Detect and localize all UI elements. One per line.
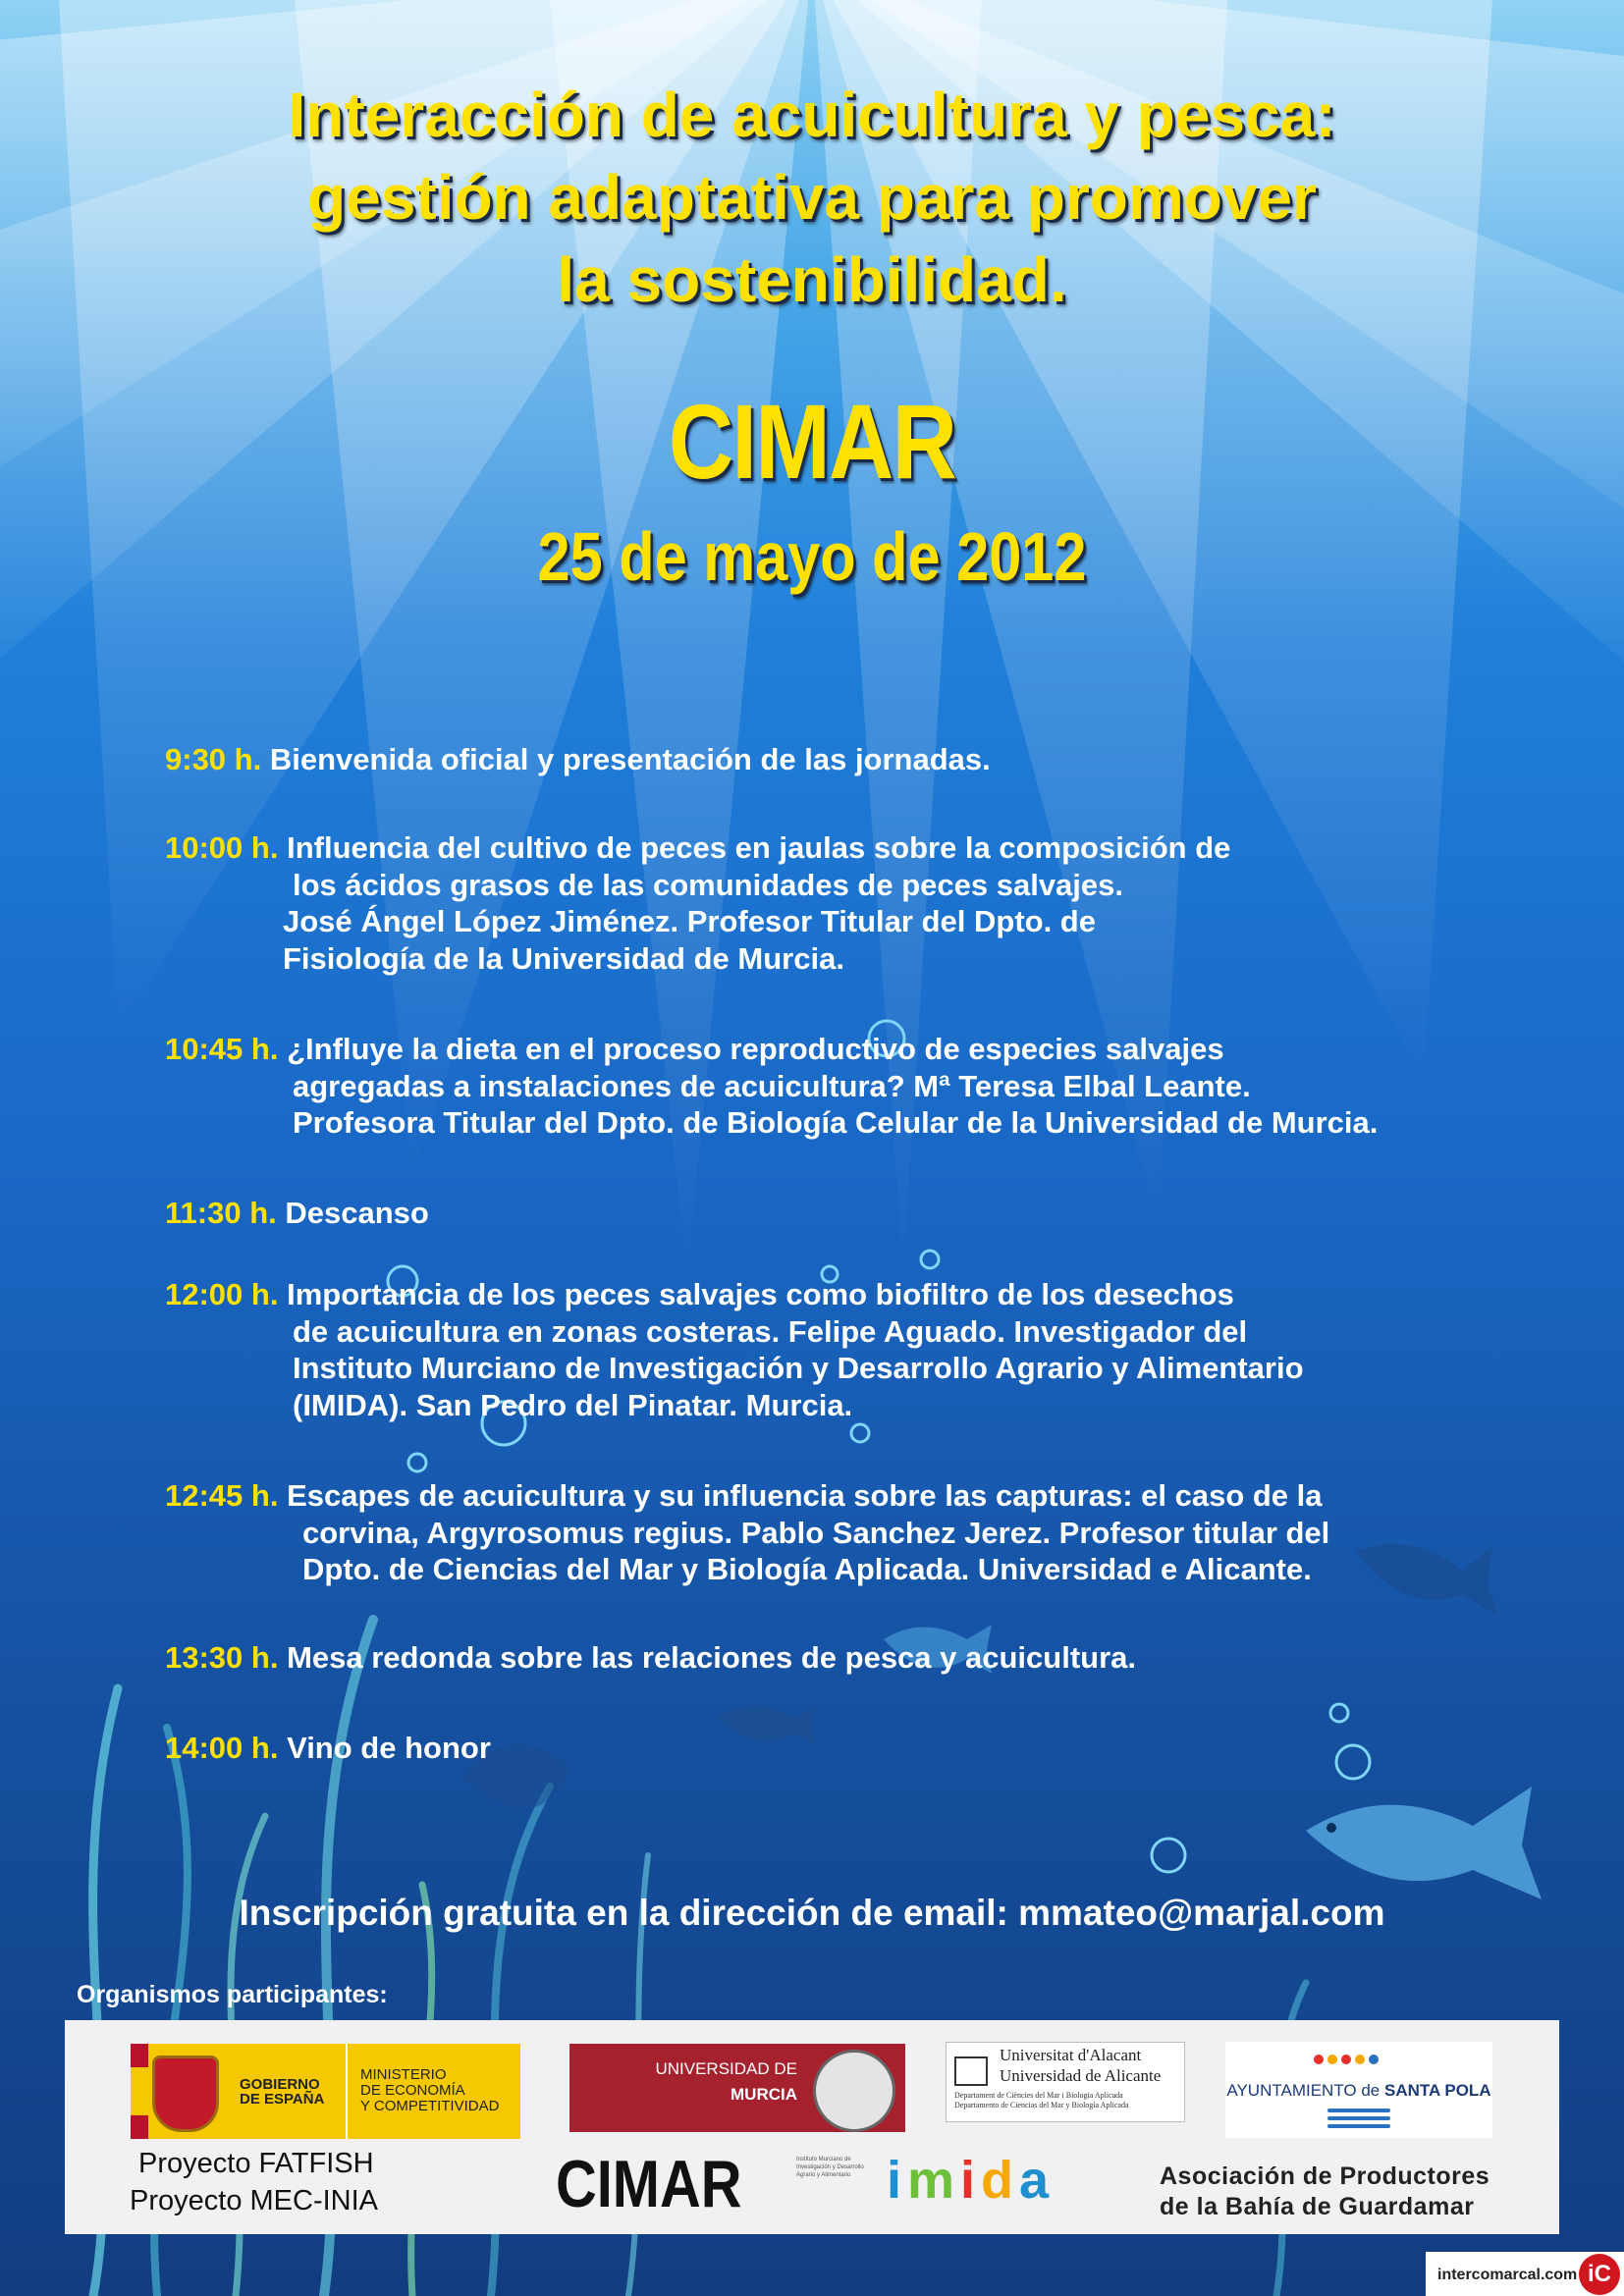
schedule-time: 10:00 h. xyxy=(165,830,279,865)
schedule-time: 14:00 h. xyxy=(165,1731,279,1765)
university-seal-icon xyxy=(813,2050,895,2132)
alicante-emblem-icon xyxy=(954,2056,988,2086)
imida-full-name: Instituto Murciano de Investigación y Desarrollo Agrario y Alimentario xyxy=(796,2157,864,2178)
coat-of-arms-icon xyxy=(152,2056,219,2132)
asociacion-line-2: de la Bahía de Guardamar xyxy=(1160,2193,1475,2220)
santa-pola-prefix: AYUNTAMIENTO de xyxy=(1226,2081,1384,2100)
spain-flag-icon xyxy=(131,2044,148,2139)
title-line-1: Interacción de acuicultura y pesca: xyxy=(288,80,1336,150)
universidad-alicante-logo xyxy=(946,2042,1185,2122)
organizations-panel xyxy=(65,2020,1559,2234)
schedule-text: corvina, Argyrosomus regius. Pablo Sanchez Jerez. Profesor titular del xyxy=(302,1515,1330,1550)
schedule-item xyxy=(165,1477,1329,1588)
schedule-item xyxy=(165,829,1230,977)
intercomarcal-watermark[interactable] xyxy=(1426,2252,1624,2296)
murcia-line-2: MURCIA xyxy=(731,2085,797,2104)
schedule-text: de acuicultura en zonas costeras. Felipe Aguado. Investigador del xyxy=(293,1313,1248,1349)
schedule-time: 13:30 h. xyxy=(165,1640,279,1675)
schedule-text: Importancia de los peces salvajes como biofiltro de los desechos xyxy=(287,1277,1234,1311)
asociacion-line-1: Asociación de Productores xyxy=(1160,2163,1490,2190)
schedule-text: Bienvenida oficial y presentación de las jornadas. xyxy=(269,742,991,776)
murcia-line-1: UNIVERSIDAD DE xyxy=(655,2059,797,2078)
schedule-text: los ácidos grasos de las comunidades de peces salvajes. xyxy=(293,867,1124,902)
asociacion-productores xyxy=(1160,2162,1489,2222)
alicante-line-1: Universitat d'Alacant xyxy=(1000,2046,1142,2064)
schedule-item xyxy=(165,1195,429,1232)
santa-pola-logo xyxy=(1225,2042,1492,2138)
alicante-line-2: Universidad de Alicante xyxy=(1000,2066,1162,2085)
schedule-text: Vino de honor xyxy=(287,1731,491,1765)
organizations-label: Organismos participantes: xyxy=(77,1981,388,2008)
watermark-text: intercomarcal.com xyxy=(1437,2267,1578,2283)
divider xyxy=(346,2044,348,2139)
title-line-3: la sostenibilidad. xyxy=(557,244,1067,315)
ministry-line-2: DE ECONOMÍA xyxy=(360,2082,465,2099)
schedule-time: 10:45 h. xyxy=(165,1032,279,1066)
imida-logo: Instituto Murciano de Investigación y Desarrollo Agrario y Alimentario imida xyxy=(796,2151,1056,2210)
schedule-text: José Ángel López Jiménez. Profesor Titular del Dpto. de xyxy=(283,904,1096,938)
schedule-time: 11:30 h. xyxy=(165,1196,277,1230)
title-line-2: gestión adaptativa para promover xyxy=(307,162,1317,233)
event-date: 25 de mayo de 2012 xyxy=(537,518,1087,595)
intercomarcal-logo-icon: iC xyxy=(1579,2254,1620,2295)
project-mec-inia: Proyecto MEC-INIA xyxy=(130,2185,378,2216)
schedule-text: Mesa redonda sobre las relaciones de pesca y acuicultura. xyxy=(287,1640,1137,1675)
schedule-text: Profesora Titular del Dpto. de Biología Celular de la Universidad de Murcia. xyxy=(293,1105,1379,1140)
alicante-line-3: Departament de Ciències del Mar i Biologia Aplicada xyxy=(954,2091,1123,2100)
schedule-text: Fisiología de la Universidad de Murcia. xyxy=(283,940,844,976)
fish-silhouettes xyxy=(461,1544,1542,1899)
gob-line-2: DE ESPAÑA xyxy=(240,2091,325,2108)
registration-info: Inscripción gratuita en la dirección de email: mmateo@marjal.com xyxy=(239,1893,1385,1933)
schedule-item xyxy=(165,1276,1304,1423)
schedule-item xyxy=(165,1639,1136,1677)
dots-icon xyxy=(1312,2052,1380,2069)
cimar-logo: CIMAR xyxy=(556,2147,742,2221)
project-fatfish: Proyecto FATFISH xyxy=(138,2148,374,2179)
schedule-text: Instituto Murciano de Investigación y Desarrollo Agrario y Alimentario xyxy=(293,1351,1304,1385)
schedule-text: ¿Influye la dieta en el proceso reproductivo de especies salvajes xyxy=(287,1032,1224,1066)
schedule-text: Influencia del cultivo de peces en jaulas sobre la composición de xyxy=(287,830,1231,865)
ministry-line-3: Y COMPETITIVIDAD xyxy=(360,2098,500,2114)
schedule-item xyxy=(165,741,991,778)
waves-icon xyxy=(1327,2109,1390,2132)
universidad-murcia-logo xyxy=(569,2044,905,2132)
schedule-item xyxy=(165,1031,1378,1142)
schedule-time: 12:45 h. xyxy=(165,1478,279,1513)
schedule-item xyxy=(165,1730,491,1767)
schedule-text: Escapes de acuicultura y su influencia sobre las capturas: el caso de la xyxy=(287,1478,1323,1513)
ministry-line-1: MINISTERIO xyxy=(360,2066,447,2083)
gob-line-1: GOBIERNO xyxy=(240,2076,320,2093)
gobierno-logo xyxy=(131,2044,520,2139)
alicante-line-4: Departamento de Ciencias del Mar y Biología Aplicada xyxy=(954,2101,1129,2109)
schedule-text: Descanso xyxy=(285,1196,429,1230)
schedule-text: agregadas a instalaciones de acuicultura? Mª Teresa Elbal Leante. xyxy=(293,1068,1251,1103)
santa-pola-name: SANTA POLA xyxy=(1383,2081,1491,2100)
schedule-text: (IMIDA). San Pedro del Pinatar. Murcia. xyxy=(293,1387,853,1422)
event-title xyxy=(0,74,1624,321)
schedule-time: 12:00 h. xyxy=(165,1277,279,1311)
bubbles xyxy=(388,1021,1370,1872)
schedule-time: 9:30 h. xyxy=(165,742,262,776)
venue-title: CIMAR xyxy=(668,382,956,501)
schedule-text: Dpto. de Ciencias del Mar y Biología Aplicada. Universidad e Alicante. xyxy=(302,1552,1312,1586)
